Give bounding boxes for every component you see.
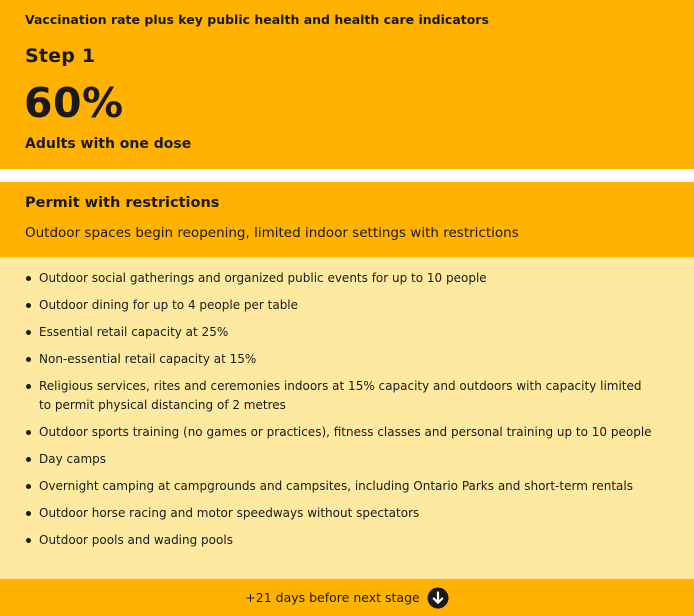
list-item: Outdoor dining for up to 4 people per table [0, 296, 694, 315]
rules-list [0, 269, 694, 558]
next-stage-bar[interactable] [0, 579, 694, 616]
section-divider [0, 169, 694, 182]
arrow-down-circle-icon[interactable] [427, 587, 449, 609]
list-item: Outdoor pools and wading pools [0, 531, 694, 550]
list-item: Outdoor social gatherings and organized public events for up to 10 people [0, 269, 694, 288]
permit-title: Permit with restrictions [25, 195, 220, 211]
list-item: Religious services, rites and ceremonies indoors at 15% capacity and outdoors with capacity limited to permit physical distancing of 2 metres [0, 377, 694, 415]
indicators-label: Vaccination rate plus key public health and health care indicators [25, 12, 489, 27]
list-item: Day camps [0, 450, 694, 469]
vaccination-percent: 60% [24, 79, 124, 127]
vaccination-summary [0, 0, 694, 169]
list-item: Essential retail capacity at 25% [0, 323, 694, 342]
list-item: Outdoor horse racing and motor speedways without spectators [0, 504, 694, 523]
step-title: Step 1 [25, 45, 96, 67]
permit-header [0, 182, 694, 257]
list-item: Overnight camping at campgrounds and campsites, including Ontario Parks and short-term rentals [0, 477, 694, 496]
list-item: Non-essential retail capacity at 15% [0, 350, 694, 369]
list-item: Outdoor sports training (no games or practices), fitness classes and personal training up to 10 people [0, 423, 694, 442]
next-stage-text: +21 days before next stage [245, 590, 420, 605]
percent-caption: Adults with one dose [25, 136, 192, 152]
rules-section [0, 257, 694, 579]
permit-subtitle: Outdoor spaces begin reopening, limited indoor settings with restrictions [25, 225, 519, 241]
